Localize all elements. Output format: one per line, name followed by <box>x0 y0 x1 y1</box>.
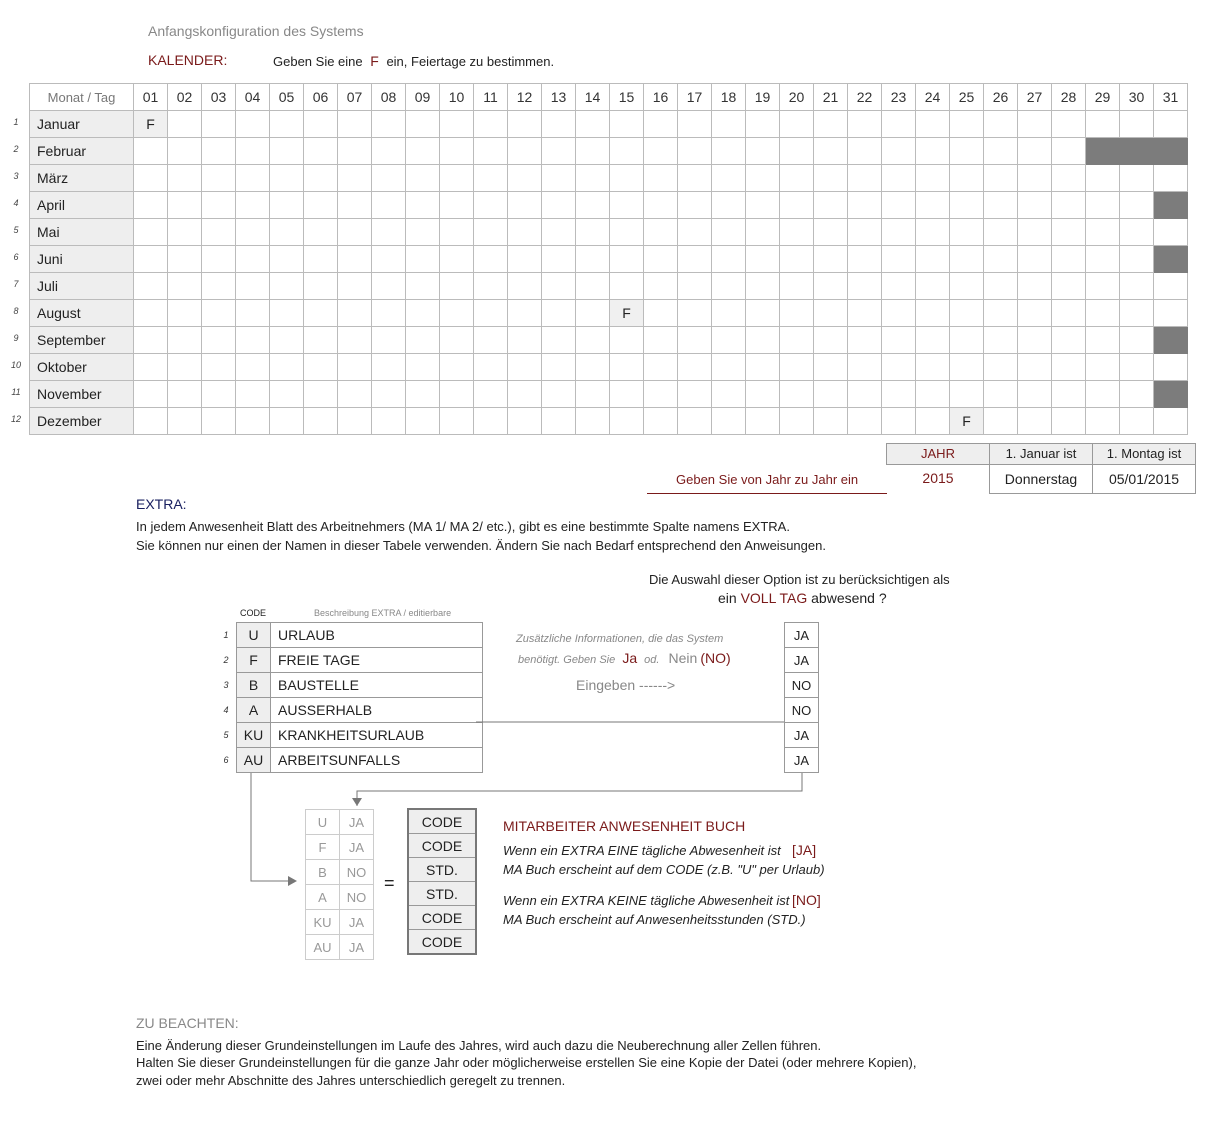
day-header: 30 <box>1120 84 1154 111</box>
day-header: 31 <box>1154 84 1188 111</box>
day-header: 26 <box>984 84 1018 111</box>
code-number: 5 <box>223 730 229 740</box>
page-title: Anfangskonfiguration des Systems <box>148 23 364 39</box>
day-header: 27 <box>1018 84 1052 111</box>
year-prompt: Geben Sie von Jahr zu Jahr ein <box>676 472 859 487</box>
jahr-label: JAHR <box>921 446 955 461</box>
day-header: 04 <box>236 84 270 111</box>
month-number: 10 <box>10 360 21 370</box>
mapping-full: NO <box>340 885 374 910</box>
mapping-full: JA <box>340 810 374 835</box>
voll-tag-cell[interactable]: NO <box>785 698 819 723</box>
month-number: 2 <box>13 144 19 154</box>
code-number: 4 <box>223 705 229 715</box>
buch-title: MITARBEITER ANWESENHEIT BUCH <box>503 818 746 834</box>
day-header: 01 <box>134 84 168 111</box>
equals-sign: = <box>384 873 395 893</box>
arrow-head-right <box>288 876 297 886</box>
result-cell: STD. <box>408 882 476 906</box>
month-number: 12 <box>10 414 21 424</box>
code-cell: AU <box>237 748 271 773</box>
day-header: 15 <box>610 84 644 111</box>
question-highlight: VOLL TAG <box>740 590 808 606</box>
voll-tag-cell[interactable]: JA <box>785 648 819 673</box>
jan-header: 1. Januar ist <box>989 443 1093 465</box>
connector-down <box>357 773 802 806</box>
month-name: Februar <box>30 138 134 165</box>
notes-line3: zwei oder mehr Abschnitte des Jahres unterschiedlich geregelt zu trennen. <box>136 1073 566 1088</box>
rule1-tag: [JA] <box>792 842 817 858</box>
mapping-row <box>306 860 374 885</box>
notes-line1: Eine Änderung dieser Grundeinstellungen im Laufe des Jahres, wird auch dazu die Neuberechnung aller Zellen führen. <box>136 1038 822 1053</box>
mapping-code: F <box>306 835 340 860</box>
voll-tag-cell[interactable]: JA <box>785 623 819 648</box>
mapping-row <box>306 910 374 935</box>
result-row <box>408 882 476 906</box>
day-header: 12 <box>508 84 542 111</box>
result-row <box>408 809 476 834</box>
month-name: Dezember <box>30 408 134 435</box>
month-name: Juli <box>30 273 134 300</box>
day-header: 09 <box>406 84 440 111</box>
month-number: 5 <box>13 225 19 235</box>
montag-header: 1. Montag ist <box>1092 443 1196 465</box>
month-name: Oktober <box>30 354 134 381</box>
code-number: 3 <box>223 680 229 690</box>
month-name: September <box>30 327 134 354</box>
voll-tag-cell[interactable]: NO <box>785 673 819 698</box>
day-header: 23 <box>882 84 916 111</box>
result-cell: CODE <box>408 834 476 858</box>
month-name: Mai <box>30 219 134 246</box>
desc-cell[interactable]: KRANKHEITSURLAUB <box>271 723 483 748</box>
extra-title: EXTRA: <box>136 496 187 512</box>
rule1: Wenn ein EXTRA EINE tägliche Abwesenheit ist <box>503 843 781 858</box>
desc-cell[interactable]: AUSSERHALB <box>271 698 483 723</box>
month-name: März <box>30 165 134 192</box>
month-number: 3 <box>13 171 19 181</box>
question-pre: ein <box>718 590 737 606</box>
day-header: 03 <box>202 84 236 111</box>
desc-cell[interactable]: URLAUB <box>271 623 483 648</box>
day-header: 06 <box>304 84 338 111</box>
info-no: (NO) <box>700 650 731 666</box>
day-header: 20 <box>780 84 814 111</box>
code-number: 1 <box>223 630 229 640</box>
day-header: 17 <box>678 84 712 111</box>
day-cell[interactable]: F <box>610 300 644 327</box>
code-header: CODE <box>240 608 267 618</box>
month-number: 6 <box>13 252 19 262</box>
month-name: August <box>30 300 134 327</box>
day-header: 10 <box>440 84 474 111</box>
info-od: od. <box>644 654 660 666</box>
code-cell: KU <box>237 723 271 748</box>
mapping-code: KU <box>306 910 340 935</box>
mapping-full: JA <box>340 835 374 860</box>
code-cell: A <box>237 698 271 723</box>
day-header: 19 <box>746 84 780 111</box>
month-number: 4 <box>13 198 19 208</box>
kalender-label: KALENDER: <box>148 52 228 68</box>
day-cell[interactable]: F <box>134 111 168 138</box>
code-cell: U <box>237 623 271 648</box>
code-cell: B <box>237 673 271 698</box>
mapping-code: B <box>306 860 340 885</box>
day-header: 14 <box>576 84 610 111</box>
result-table <box>407 808 477 955</box>
calendar-corner-label: Monat / Tag <box>30 84 134 111</box>
instruction-post: ein, Feiertage zu bestimmen. <box>386 54 555 69</box>
mapping-row <box>306 810 374 835</box>
montag-value: 05/01/2015 <box>1092 464 1196 494</box>
eingeben-label: Eingeben ------> <box>576 677 676 693</box>
result-row <box>408 930 476 955</box>
mapping-full: JA <box>340 910 374 935</box>
rule2: Wenn ein EXTRA KEINE tägliche Abwesenheit ist <box>503 893 790 908</box>
day-header: 24 <box>916 84 950 111</box>
day-header: 08 <box>372 84 406 111</box>
day-header: 02 <box>168 84 202 111</box>
result-row <box>408 858 476 882</box>
mapping-row <box>306 935 374 960</box>
day-header: 16 <box>644 84 678 111</box>
desc-header: Beschreibung EXTRA / editierbare <box>314 608 452 618</box>
rule1-sub: MA Buch erscheint auf dem CODE (z.B. "U" per Urlaub) <box>503 862 825 877</box>
info-ja: Ja <box>622 650 638 666</box>
day-header: 25 <box>950 84 984 111</box>
info-pre: benötigt. Geben Sie <box>518 654 616 666</box>
day-header: 22 <box>848 84 882 111</box>
jan-value: Donnerstag <box>989 464 1093 494</box>
month-name: April <box>30 192 134 219</box>
day-header: 07 <box>338 84 372 111</box>
voll-tag-cell[interactable]: JA <box>785 748 819 773</box>
mapping-code: A <box>306 885 340 910</box>
desc-cell[interactable]: ARBEITSUNFALLS <box>271 748 483 773</box>
result-row <box>408 834 476 858</box>
extra-line1: In jedem Anwesenheit Blatt des Arbeitnehmers (MA 1/ MA 2/ etc.), gibt es eine bestimmte Spalte namens EXTRA. <box>136 519 790 534</box>
day-header: 18 <box>712 84 746 111</box>
result-cell: CODE <box>408 906 476 930</box>
instruction-pre: Geben Sie eine <box>273 54 363 69</box>
info-nein: Nein <box>668 650 698 666</box>
month-name: November <box>30 381 134 408</box>
mapping-code: AU <box>306 935 340 960</box>
month-number: 7 <box>13 279 19 289</box>
question-line1: Die Auswahl dieser Option ist zu berücksichtigen als <box>649 572 950 587</box>
day-cell[interactable]: F <box>950 408 984 435</box>
month-number: 8 <box>13 306 19 316</box>
mapping-full: JA <box>340 935 374 960</box>
notes-title: ZU BEACHTEN: <box>136 1015 239 1031</box>
instruction-letter: F <box>370 53 379 69</box>
mapping-full: NO <box>340 860 374 885</box>
day-header: 05 <box>270 84 304 111</box>
rule2-sub: MA Buch erscheint auf Anwesenheitsstunden (STD.) <box>503 912 806 927</box>
result-row <box>408 906 476 930</box>
mapping-row <box>306 835 374 860</box>
desc-cell[interactable]: BAUSTELLE <box>271 673 483 698</box>
result-cell: CODE <box>408 809 476 834</box>
code-number: 6 <box>223 755 229 765</box>
month-number: 9 <box>13 333 19 343</box>
arrow-head-down <box>352 798 362 806</box>
month-number: 11 <box>11 387 21 397</box>
result-cell: STD. <box>408 858 476 882</box>
extra-line2: Sie können nur einen der Namen in dieser Tabele verwenden. Ändern Sie nach Bedarf entsprechend den Anweisungen. <box>136 538 826 553</box>
code-cell: F <box>237 648 271 673</box>
info-line1: Zusätzliche Informationen, die das System <box>516 633 724 645</box>
notes-line2: Halten Sie dieser Grundeinstellungen für die ganze Jahr oder möglicherweise erstellen Sie eine Kopie der Datei (oder mehrere Kopien), <box>136 1055 917 1070</box>
mapping-row <box>306 885 374 910</box>
day-header: 21 <box>814 84 848 111</box>
month-number: 1 <box>13 117 19 127</box>
month-name: Januar <box>30 111 134 138</box>
day-header: 11 <box>474 84 508 111</box>
desc-cell[interactable]: FREIE TAGE <box>271 648 483 673</box>
question-post: abwesend ? <box>811 590 887 606</box>
day-header: 13 <box>542 84 576 111</box>
mapping-table <box>305 809 374 960</box>
jahr-input[interactable]: 2015 <box>922 470 954 486</box>
voll-tag-cell[interactable]: JA <box>785 723 819 748</box>
month-name: Juni <box>30 246 134 273</box>
day-header: 29 <box>1086 84 1120 111</box>
day-header: 28 <box>1052 84 1086 111</box>
connector-right <box>251 773 290 881</box>
code-number: 2 <box>223 655 229 665</box>
result-cell: CODE <box>408 930 476 955</box>
mapping-code: U <box>306 810 340 835</box>
rule2-tag: [NO] <box>792 892 821 908</box>
